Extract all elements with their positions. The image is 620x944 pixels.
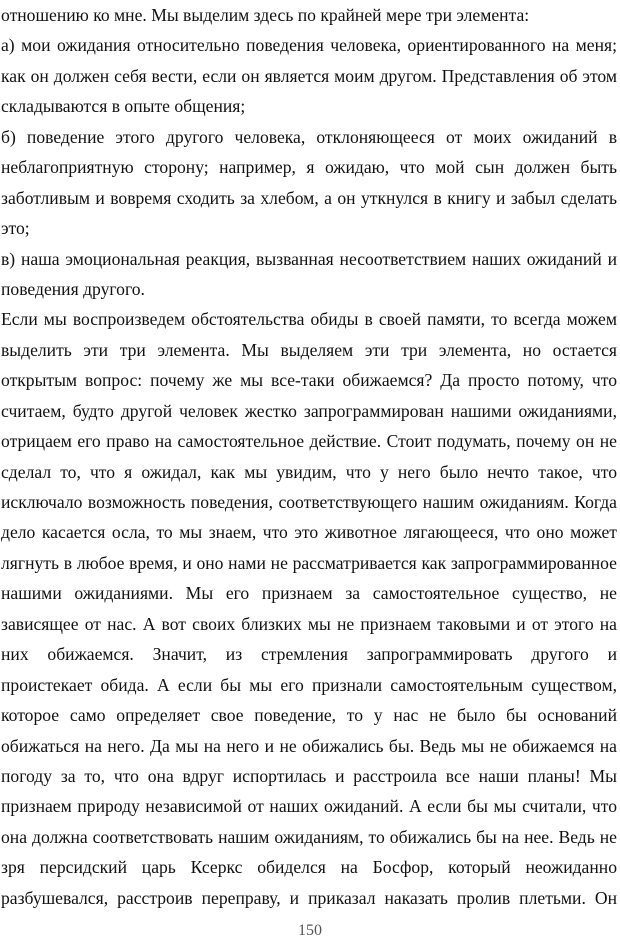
text-line: исключало возможность поведения, соответствующего нашим ожиданиям. Когда: [1, 492, 617, 512]
text-line: зависящее от нас. А вот своих близких мы не признаем таковыми и от этого на: [1, 613, 617, 634]
text-line: нашими ожиданиями. Мы его признаем за самостоятельное существо, не: [1, 583, 617, 604]
text-line: выделить эти три элемента. Мы выделяем эти три элемента, но остается: [1, 339, 617, 360]
text-line: как он должен себя вести, если он является моим другом. Представления об этом: [1, 65, 617, 86]
text-line: Если мы воспроизведем обстоятельства обиды в своей памяти, то всегда можем: [1, 309, 617, 330]
text-line: проистекает обида. А если бы мы его признали самостоятельным существом,: [1, 674, 617, 695]
text-line: неблагоприятную сторону; например, я ожидаю, что мой сын должен быть: [1, 157, 617, 178]
text-line: отрицаем его право на самостоятельное действие. Стоит подумать, почему он не: [1, 431, 617, 452]
text-line: отношению ко мне. Мы выделим здесь по крайней мере три элемента:: [1, 5, 530, 25]
text-line: открытым вопрос: почему же мы все-таки обижаемся? Да просто потому, что: [1, 370, 617, 391]
text-line: а) мои ожидания относительно поведения человека, ориентированного на меня;: [1, 35, 617, 56]
text-line: она должна соответствовать нашим ожиданиям, то обижались бы на нее. Ведь не: [1, 826, 617, 847]
text-line: складываются в опыте общения;: [1, 96, 246, 117]
text-line: считаем, будто другой человек жестко запрограммирован нашими ожиданиями,: [1, 400, 617, 421]
text-line: заботливым и вовремя сходить за хлебом, а он уткнулся в книгу и забыл сделать: [1, 187, 617, 208]
text-line: зря персидский царь Ксеркс обиделся на Босфор, который неожиданно: [1, 857, 617, 878]
text-line: признаем природу независимой от наших ожиданий. А если бы мы считали, что: [1, 796, 617, 817]
text-line: в) наша эмоциональная реакция, вызванная несоответствием наших ожиданий и: [1, 248, 617, 269]
text-line: б) поведение этого другого человека, отклоняющееся от моих ожиданий в: [1, 126, 617, 147]
text-line: это;: [1, 218, 30, 239]
body-text: [1, 0, 617, 913]
text-line: них обижаемся. Значит, из стремления запрограммировать другого и: [1, 644, 617, 665]
text-line: которое само определяет свое поведение, то у нас не было бы оснований: [1, 705, 617, 726]
text-line: сделал то, что я ожидал, как мы увидим, что у него было нечто такое, что: [1, 461, 617, 482]
text-line: лягнуть в любое время, и оно нами не рассматривается как запрограммированное: [1, 552, 617, 573]
text-line: погоду за то, что она вдруг испортилась и расстроила все наши планы! Мы: [1, 765, 617, 786]
page-number: 150: [298, 922, 322, 939]
text-line: обижаться на него. Да мы на него и не обижались бы. Ведь мы не обижаемся на: [1, 735, 617, 756]
text-line: разбушевался, расстроив переправу, и приказал наказать пролив плетьми. Он: [1, 887, 617, 908]
text-line: дело касается осла, то мы знаем, что это животное лягающееся, что оно может: [1, 522, 617, 543]
text-line: поведения другого.: [1, 278, 145, 299]
